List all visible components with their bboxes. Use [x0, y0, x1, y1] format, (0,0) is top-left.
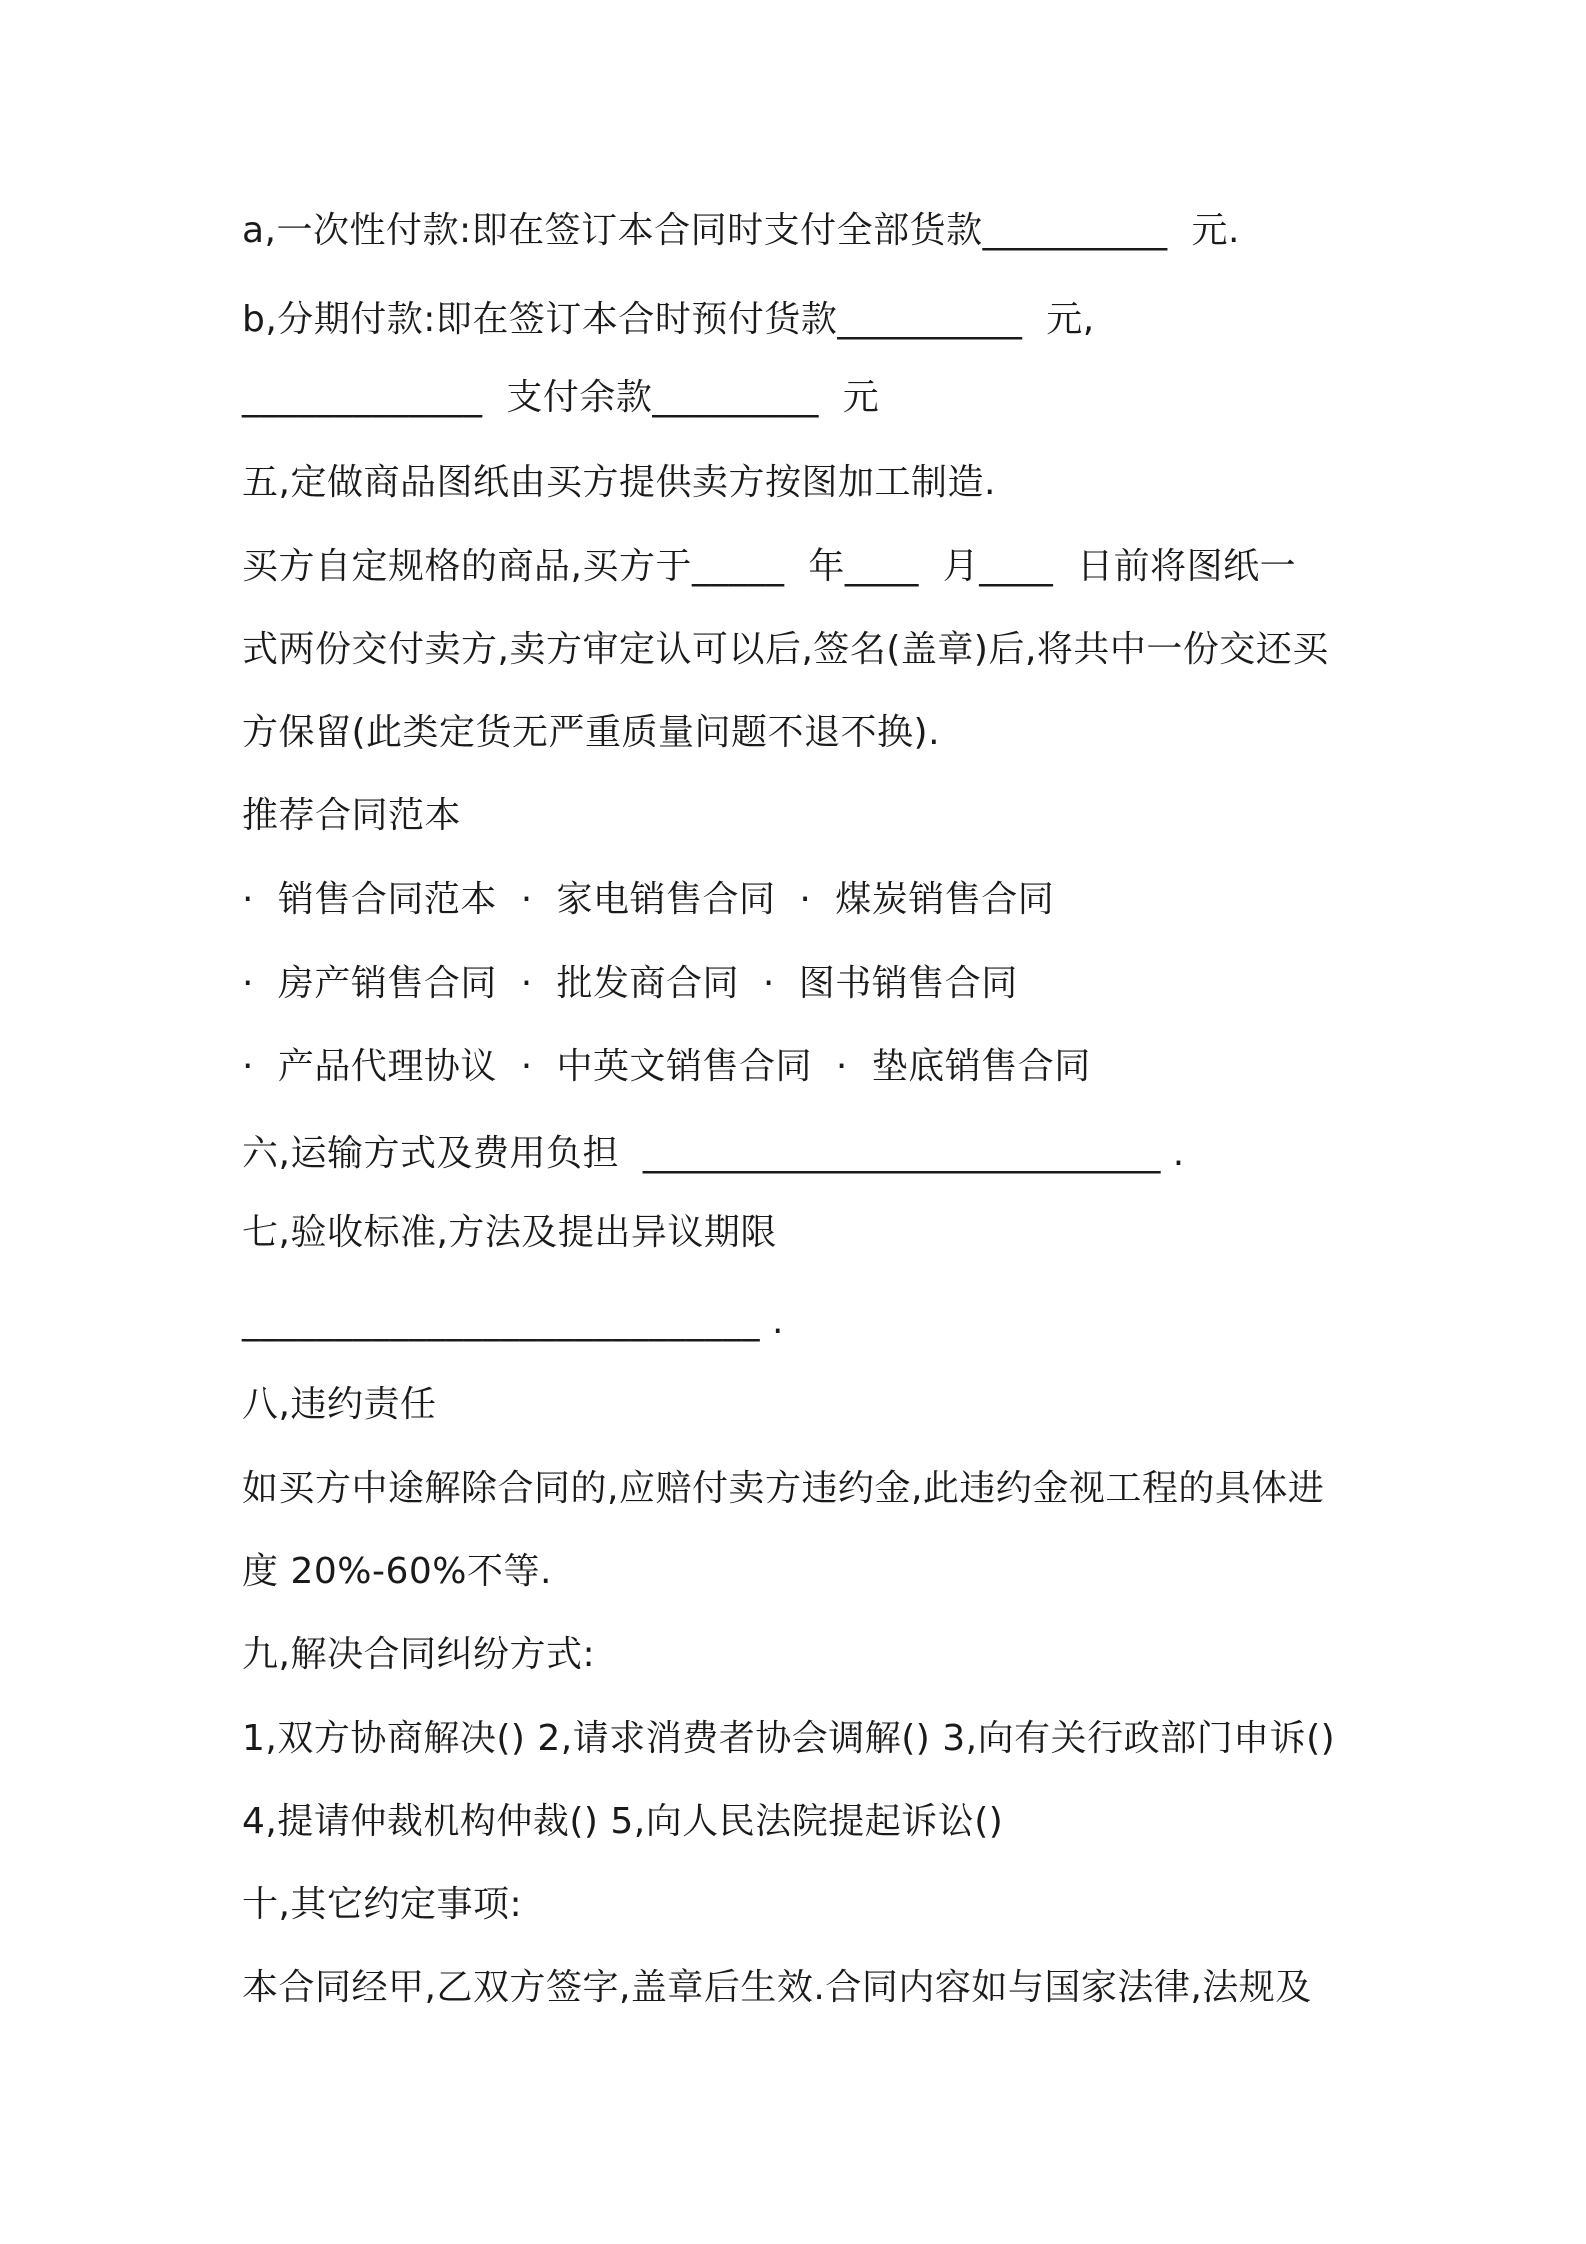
recommended-links-row-1[interactable]: · 销售合同范本 · 家电销售合同 · 煤炭销售合同 — [242, 879, 1055, 920]
section-9-options-1: 1,双方协商解决() 2,请求消费者协会调解() 3,向有关行政部门申诉() — [242, 1718, 1336, 1759]
section-8-text-1: 如买方中途解除合同的,应赔付卖方违约金,此违约金视工程的具体进 — [242, 1468, 1325, 1509]
section-5-heading: 五,定做商品图纸由买方提供卖方按图加工制造. — [242, 462, 996, 503]
recommended-links-row-2[interactable]: · 房产销售合同 · 批发商合同 · 图书销售合同 — [242, 963, 1018, 1004]
payment-balance: _____________ 支付余款_________ 元 — [242, 377, 880, 418]
recommended-templates-heading: 推荐合同范本 — [242, 795, 462, 836]
section-5-text-1: 买方自定规格的商品,买方于_____ 年____ 月____ 日前将图纸一 — [242, 546, 1297, 587]
section-8-text-2: 度 20%-60%不等. — [242, 1551, 552, 1592]
section-5-text-3: 方保留(此类定货无严重质量问题不退不换). — [242, 712, 941, 753]
recommended-links-row-3[interactable]: · 产品代理协议 · 中英文销售合同 · 垫底销售合同 — [242, 1046, 1091, 1087]
section-9-heading: 九,解决合同纠纷方式: — [242, 1634, 596, 1675]
section-7-heading: 七,验收标准,方法及提出异议期限 — [242, 1212, 777, 1253]
section-9-options-2: 4,提请仲裁机构仲裁() 5,向人民法院提起诉讼() — [242, 1801, 1004, 1842]
section-6-heading: 六,运输方式及费用负担 ____________________________ . — [242, 1133, 1185, 1174]
section-10-heading: 十,其它约定事项: — [242, 1884, 523, 1925]
section-5-text-2: 式两份交付卖方,卖方审定认可以后,签名(盖章)后,将共中一份交还买 — [242, 629, 1329, 670]
section-10-text: 本合同经甲,乙双方签字,盖章后生效.合同内容如与国家法律,法规及 — [242, 1967, 1312, 2008]
section-7-blank: ____________________________ . — [242, 1301, 784, 1342]
section-8-heading: 八,违约责任 — [242, 1384, 437, 1425]
payment-lump-sum: a,一次性付款:即在签订本合同时支付全部货款__________ 元. — [242, 210, 1240, 251]
payment-installment: b,分期付款:即在签订本合时预付货款__________ 元, — [242, 299, 1095, 340]
